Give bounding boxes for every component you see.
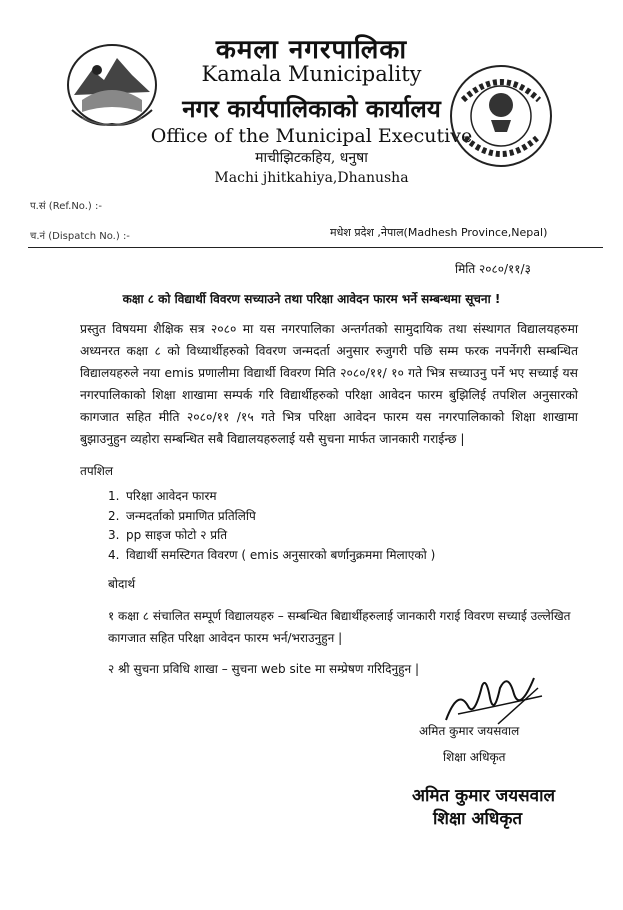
address-np: माचीझिटकहिय, धनुषा <box>255 150 368 166</box>
office-name-np: नगर कार्यपालिकाको कार्यालय <box>182 94 441 123</box>
notice-subject: कक्षा ८ को विद्यार्थी विवरण सच्याउने तथा परिक्षा आवेदन फारम भर्ने सम्बन्धमा सूचना ! <box>122 292 501 306</box>
ref-number-label: प.सं (Ref.No.) :- <box>30 201 102 212</box>
stamp-title: शिक्षा अधिकृत <box>433 809 523 829</box>
list-item: 3. pp साइज फोटो २ प्रति <box>108 528 228 542</box>
details-label: तपशिल <box>80 464 114 478</box>
cc-item-schools: १ कक्षा ८ संचालित सम्पूर्ण विद्यालयहरु – सम्बन्धित बिद्यार्थीहरुलाई जानकारी गराई विवरण सच्याई उल्लेखित कागजात सहित परिक्षा आवेदन फारम भर्न/भराउनुहुन | <box>108 609 571 645</box>
province-label: मधेश प्रदेश ,नेपाल(Madhesh Province,Nepal) <box>330 226 548 239</box>
cc-label: बोदार्थ <box>108 577 136 591</box>
list-item: 4. विद्यार्थी समस्टिगत विवरण ( emis अनुसारको बर्णानुक्रममा मिलाएको ) <box>108 547 436 562</box>
office-seal-icon <box>445 60 557 172</box>
signatory-name: अमित कुमार जयसवाल <box>419 724 520 738</box>
address-en: Machi jhitkahiya,Dhanusha <box>214 170 409 186</box>
signature-icon <box>438 668 548 730</box>
list-item: 1. परिक्षा आवेदन फारम <box>108 489 217 503</box>
cc-item-it-section: २ श्री सुचना प्रविधि शाखा – सुचना web site मा सम्प्रेषण गरिदिनुहुन | <box>108 662 420 676</box>
municipality-name-np: कमला नगरपालिका <box>215 35 408 65</box>
notice-body-paragraph: प्रस्तुत विषयमा शैक्षिक सत्र २०८० मा यस नगरपालिका अन्तर्गतको सामुदायिक तथा संस्थागत विद्यालयहरुमा अध्यनरत कक्षा ८ को विध्यार्थीहरुको विवरण जन्मदर्ता अनुसार रुजुगरी पछि सम्म फरक नपर्नेगरी सम्बन्धित विद्यालयहरुले नया emis प्रणालीमा विद्यार्थी विवरण मिति २०८०/११/ १० गते भित्र सच्याउनु पर्ने भए सच्याई यस नगरपालिकाको शिक्षा शाखामा सम्पर्क गरि विद्यार्थीहरुको परिक्षा आवेदन फारम बुझिलिई तपशिल अनुसारको कागजात सहित मीति २०८०/११ /१५ गते भित्र परिक्षा आवेदन फारम यस नगरपालिकाको शिक्षा शाखामा बुझाउनुहुन व्यहोरा सम्बन्धित सबै विद्यालयहरुलाई यसै सुचना मार्फत जानकारी गराईन्छ | <box>80 322 578 446</box>
municipality-name-en: Kamala Municipality <box>201 62 422 86</box>
notice-date: मिति २०८०/११/३ <box>455 262 531 276</box>
dispatch-number-label: च.नं (Dispatch No.) :- <box>30 231 130 242</box>
list-item: 2. जन्मदर्ताको प्रमाणित प्रतिलिपि <box>108 508 256 523</box>
stamp-name: अमित कुमार जयसवाल <box>412 786 556 806</box>
header-divider <box>28 247 603 248</box>
signatory-title: शिक्षा अधिकृत <box>443 750 506 764</box>
office-name-en: Office of the Municipal Executive <box>150 125 473 147</box>
required-documents-list <box>108 487 435 565</box>
